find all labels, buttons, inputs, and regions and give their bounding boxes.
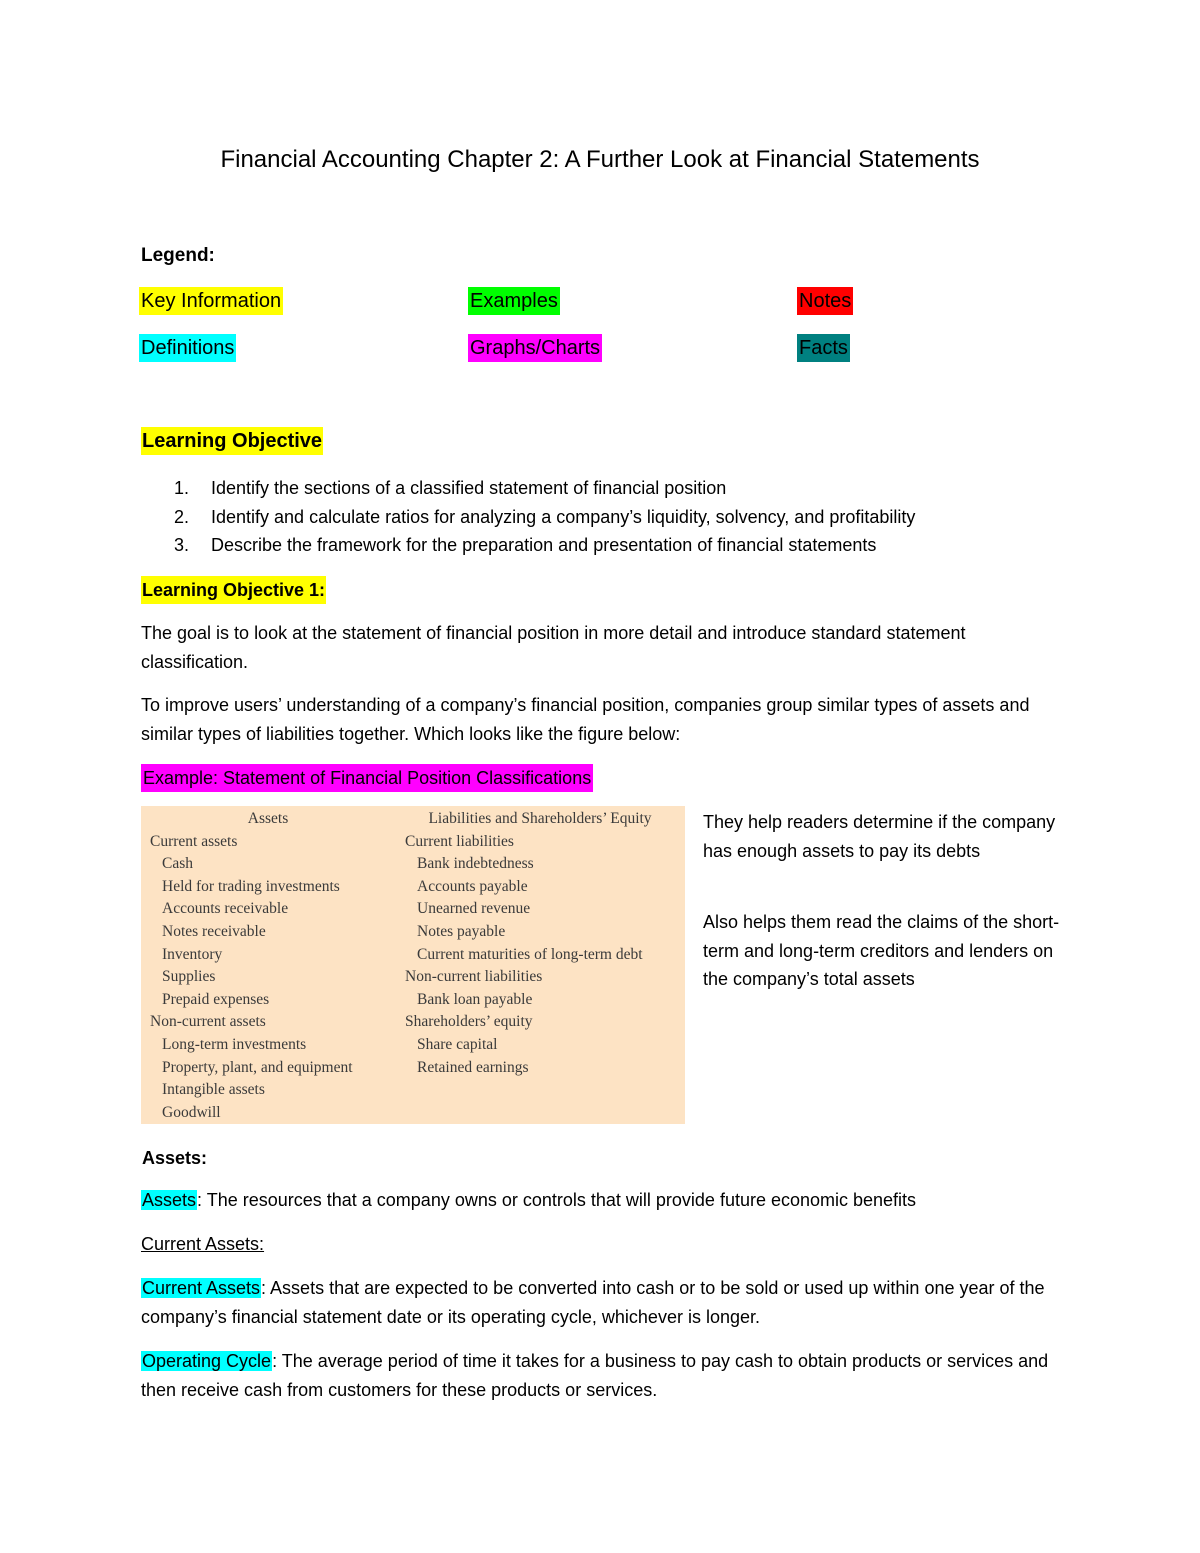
- figure-line: Non-current assets: [150, 1013, 266, 1031]
- assets-heading: Assets:: [142, 1148, 208, 1168]
- figure-line: Inventory: [162, 945, 223, 963]
- figure-line: Share capital: [417, 1035, 498, 1053]
- learning-objective-1-heading: Learning Objective 1:: [141, 576, 326, 604]
- figure-liabilities-header: Liabilities and Shareholders’ Equity: [428, 810, 652, 827]
- figure-line: Intangible assets: [162, 1081, 265, 1099]
- legend-facts: Facts: [797, 334, 850, 362]
- figure-line: Notes payable: [417, 922, 506, 940]
- list-number: 2.: [174, 506, 190, 527]
- figure-line: Supplies: [162, 968, 216, 986]
- operating-cycle-definition: [141, 1347, 1071, 1404]
- figure-line: Cash: [162, 855, 193, 873]
- figure-liabilities-column: [405, 808, 685, 1079]
- current-assets-definition: [141, 1274, 1071, 1331]
- figure-line: Current liabilities: [405, 832, 514, 850]
- assets-term: Assets: [142, 1190, 197, 1210]
- figure-line: Goodwill: [162, 1103, 221, 1121]
- list-item: [141, 503, 1091, 532]
- assets-definition-text: : The resources that a company owns or controls that will provide future economic benefits: [197, 1190, 917, 1210]
- current-assets-heading: Current Assets:: [141, 1234, 265, 1254]
- legend-definitions: Definitions: [139, 334, 236, 362]
- figure-line: Bank indebtedness: [417, 855, 534, 873]
- figure-line: Prepaid expenses: [162, 990, 270, 1008]
- learning-objective-heading: Learning Objective: [141, 427, 323, 455]
- figure-line: Retained earnings: [417, 1058, 529, 1076]
- figure-line: Current maturities of long-term debt: [417, 945, 643, 963]
- figure-line: Long-term investments: [162, 1035, 307, 1053]
- list-item: [141, 531, 1091, 560]
- lo1-paragraph-2: To improve users’ understanding of a company’s financial position, companies group similar types of assets and similar types of liabilities together. Which looks like the figure below:: [141, 695, 1030, 744]
- example-heading: Example: Statement of Financial Position Classifications: [141, 764, 593, 792]
- figure-line: Bank loan payable: [417, 990, 533, 1008]
- legend-examples: Examples: [468, 287, 560, 315]
- operating-cycle-term: Operating Cycle: [142, 1351, 272, 1371]
- page-title: Financial Accounting Chapter 2: A Further Look at Financial Statements: [220, 146, 980, 173]
- figure-assets-header: Assets: [247, 810, 289, 827]
- classification-figure: [141, 806, 685, 1124]
- lo1-paragraph-1: The goal is to look at the statement of financial position in more detail and introduce standard statement classification.: [141, 623, 966, 672]
- figure-line: Held for trading investments: [162, 877, 340, 895]
- list-item: [141, 474, 1091, 503]
- list-text: Describe the framework for the preparation and presentation of financial statements: [211, 535, 877, 555]
- legend-notes: Notes: [797, 287, 853, 315]
- figure-line: Accounts receivable: [162, 900, 289, 918]
- current-assets-definition-text: : Assets that are expected to be converted into cash or to be sold or used up within one year of the company’s financial statement date or its operating cycle, whichever is longer.: [141, 1278, 1045, 1327]
- legend-key-information: Key Information: [139, 287, 283, 315]
- figure-line: Shareholders’ equity: [405, 1013, 533, 1031]
- assets-definition: [141, 1186, 1071, 1215]
- figure-line: Notes receivable: [162, 922, 266, 940]
- list-number: 1.: [174, 478, 190, 498]
- side-note-2: Also helps them read the claims of the short-term and long-term creditors and lenders on the company’s total assets: [703, 912, 1060, 989]
- figure-line: Unearned revenue: [417, 900, 531, 918]
- figure-line: Property, plant, and equipment: [162, 1058, 353, 1076]
- legend-label: Legend:: [141, 245, 215, 266]
- figure-line: Current assets: [150, 832, 238, 850]
- current-assets-term: Current Assets: [142, 1278, 261, 1298]
- figure-line: Accounts payable: [417, 877, 528, 895]
- operating-cycle-definition-text: : The average period of time it takes for a business to pay cash to obtain products or services and then receive cash from customers for these products or services.: [141, 1351, 1049, 1400]
- objectives-list: [141, 474, 1091, 560]
- list-text: Identify and calculate ratios for analyzing a company’s liquidity, solvency, and profitability: [211, 506, 916, 527]
- legend-graphs-charts: Graphs/Charts: [468, 334, 602, 362]
- side-note-1: They help readers determine if the company has enough assets to pay its debts: [703, 812, 1056, 861]
- list-text: Identify the sections of a classified statement of financial position: [211, 478, 727, 498]
- figure-line: Non-current liabilities: [405, 968, 543, 986]
- figure-assets-column: [150, 808, 400, 1124]
- list-number: 3.: [174, 535, 190, 555]
